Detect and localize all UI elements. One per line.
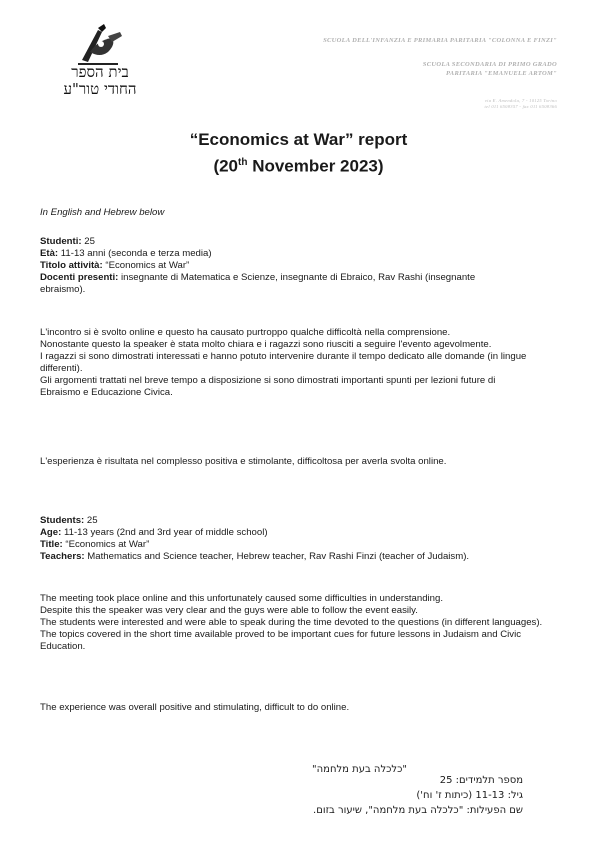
language-note: In English and Hebrew below bbox=[40, 207, 165, 218]
it-teachers-label: Docenti presenti: bbox=[40, 272, 119, 283]
it-age-label: Età: bbox=[40, 248, 59, 259]
he-students: מספר תלמידים: 25 bbox=[439, 775, 523, 786]
it-title-value: “Economics at War” bbox=[102, 260, 190, 271]
hebrew-name-line-2: החודי טור"ע bbox=[63, 80, 137, 98]
school-address bbox=[485, 98, 557, 110]
en-age-label: Age: bbox=[40, 527, 62, 538]
it-students bbox=[40, 236, 560, 248]
school-name-primary: SCUOLA DELL'INFANZIA E PRIMARIA PARITARIA "COLONNA E FINZI" bbox=[323, 37, 557, 44]
en-paragraph-4: The topics covered in the short time available proved to be important cues for future lessons in Judaism and Civic Education. bbox=[40, 629, 521, 652]
italian-details bbox=[40, 236, 560, 296]
it-age-value: 11-13 anni (seconda e terza media) bbox=[58, 248, 212, 259]
hebrew-name-line-1: בית הספר bbox=[71, 63, 129, 81]
address-line-2: tel 011 6508357 - fax 011 6508366 bbox=[484, 104, 557, 109]
it-students-value: 25 bbox=[81, 236, 95, 247]
en-teachers-label: Teachers: bbox=[40, 551, 85, 562]
en-paragraph-1: The meeting took place online and this unfortunately caused some difficulties in understanding. bbox=[40, 593, 444, 604]
it-title-label: Titolo attività: bbox=[40, 260, 103, 271]
he-activity-title: "כלכלה בעת מלחמה" bbox=[312, 764, 407, 775]
en-paragraph-2: Despite this the speaker was very clear and the guys were able to follow the event easily. bbox=[40, 605, 418, 616]
en-title bbox=[40, 539, 560, 551]
it-teachers-value: insegnante di Matematica e Scienze, insegnante di Ebraico, Rav Rashi (insegnante ebraismo). bbox=[40, 272, 476, 295]
en-title-label: Title: bbox=[40, 539, 63, 550]
address-line-1: via E. Amendola, 7 - 10125 Torino bbox=[484, 98, 557, 103]
en-title-value: “Economics at War” bbox=[62, 539, 150, 550]
it-conclusion: L'esperienza è risultata nel complesso positiva e stimolante, difficoltosa per averla svolta online. bbox=[40, 456, 447, 467]
it-paragraph-3: I ragazzi si sono dimostrati interessati e hanno potuto intervenire durante il tempo dedicato alle domande (in lingue differenti). bbox=[40, 351, 527, 374]
date-prefix: (20 bbox=[213, 156, 239, 176]
en-students bbox=[40, 515, 560, 527]
school-name-secondary bbox=[423, 60, 557, 78]
it-paragraph-2: Nonostante questo la speaker è stata molto chiara e i ragazzi sono riusciti a seguire l'evento agevolmente. bbox=[40, 339, 492, 350]
english-body bbox=[40, 593, 550, 653]
it-paragraph-1: L'incontro si è svolto online e questo ha causato purtroppo qualche difficoltà nella comprensione. bbox=[40, 327, 451, 338]
it-age bbox=[40, 248, 560, 260]
he-age: גיל: 11-13 (כיתות ז' וח') bbox=[416, 790, 523, 801]
en-paragraph-3: The students were interested and were able to speak during the time devoted to the questions (in different languages). bbox=[40, 617, 543, 628]
en-age-value: 11-13 years (2nd and 3rd year of middle school) bbox=[61, 527, 268, 538]
en-students-label: Students: bbox=[40, 515, 85, 526]
report-title bbox=[0, 128, 597, 178]
italian-body bbox=[40, 327, 550, 399]
it-title bbox=[40, 260, 560, 272]
school-secondary-line-1: SCUOLA SECONDARIA DI PRIMO GRADO bbox=[422, 61, 557, 68]
it-teachers bbox=[40, 272, 515, 296]
en-conclusion: The experience was overall positive and stimulating, difficult to do online. bbox=[40, 702, 350, 713]
report-title-line-2 bbox=[0, 151, 597, 178]
it-students-label: Studenti: bbox=[40, 236, 82, 247]
he-activity-name: שם הפעילות: "כלכלה בעת מלחמה", שיעור בזום. bbox=[313, 805, 523, 816]
report-title-line-1: “Economics at War” report bbox=[189, 130, 408, 149]
en-students-value: 25 bbox=[84, 515, 98, 526]
en-teachers bbox=[40, 551, 560, 563]
it-paragraph-4: Gli argomenti trattati nel breve tempo a disposizione si sono dimostrati importanti spunti per lezioni future di Ebraismo e Educazione Civica. bbox=[40, 375, 496, 398]
en-teachers-value: Mathematics and Science teacher, Hebrew teacher, Rav Rashi Finzi (teacher of Judaism). bbox=[84, 551, 470, 562]
school-secondary-line-2: PARITARIA "EMANUELE ARTOM" bbox=[446, 70, 557, 77]
en-age bbox=[40, 527, 560, 539]
school-logo bbox=[68, 22, 130, 66]
english-details bbox=[40, 515, 560, 563]
date-ordinal: th bbox=[238, 157, 248, 168]
date-suffix: November 2023) bbox=[247, 156, 384, 176]
hebrew-school-name bbox=[40, 64, 160, 98]
